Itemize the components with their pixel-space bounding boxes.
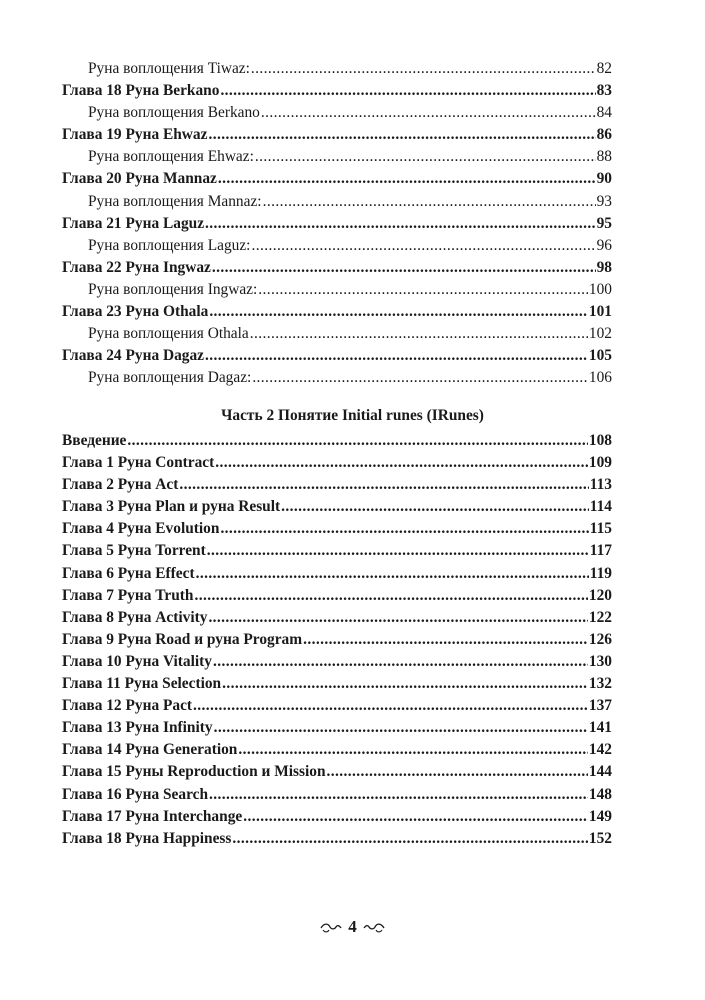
toc-entry-title: Глава 3 Руна Plan и руна Result — [62, 498, 281, 516]
toc-chapter-entry — [62, 585, 612, 607]
toc-page-number: 101 — [588, 303, 612, 321]
toc-dot-leader — [220, 518, 588, 540]
toc-entry-title: Глава 18 Руна Berkano — [62, 82, 220, 100]
toc-entry-title: Руна воплощения Berkano — [88, 104, 260, 122]
toc-dot-leader — [209, 784, 588, 806]
toc-page-number: 83 — [596, 82, 612, 100]
toc-chapter-entry — [62, 496, 612, 518]
toc-entry-title: Введение — [62, 432, 127, 449]
toc-dot-leader — [195, 585, 588, 607]
toc-page-number: 102 — [588, 325, 612, 343]
toc-entry-title: Руна воплощения Dagaz: — [88, 369, 252, 387]
toc-dot-leader — [207, 540, 589, 562]
toc-subentry — [62, 191, 612, 213]
toc-entry-title: Глава 10 Руна Vitality — [62, 652, 212, 670]
toc-page-number: 132 — [588, 675, 612, 693]
toc-page-number: 95 — [596, 214, 612, 232]
toc-page-number: 120 — [588, 586, 612, 604]
toc-dot-leader — [255, 146, 596, 168]
toc-entry-title: Глава 19 Руна Ehwaz — [62, 126, 208, 144]
toc-entry-title: Глава 1 Руна Contract — [62, 454, 215, 472]
toc-page-number: 93 — [596, 192, 612, 210]
toc-entry-title: Глава 17 Руна Interchange — [62, 807, 243, 825]
toc-dot-leader — [222, 673, 588, 695]
toc-page-number: 126 — [588, 630, 612, 648]
toc-chapter-entry — [62, 607, 612, 629]
toc-page-number: 122 — [588, 608, 612, 626]
toc-entry-title: Руна воплощения Tiwaz: — [88, 60, 250, 77]
toc-page-number: 90 — [596, 170, 612, 188]
toc-chapter-entry — [62, 563, 612, 585]
toc-chapter-entry — [62, 518, 612, 540]
toc-entry-title: Глава 12 Руна Pact — [62, 697, 193, 715]
toc-chapter-entry — [62, 784, 612, 806]
toc-page-number: 149 — [588, 807, 612, 825]
toc-dot-leader — [252, 367, 588, 389]
toc-entry-title: Глава 18 Руна Happiness — [62, 829, 232, 847]
toc-page-number: 148 — [588, 785, 612, 803]
toc-page-number: 137 — [588, 697, 612, 715]
toc-chapter-entry — [62, 673, 612, 695]
toc-chapter-entry — [62, 806, 612, 828]
toc-page-number: 96 — [596, 236, 612, 254]
toc-dot-leader — [179, 474, 588, 496]
toc-entry-title: Руна воплощения Mannaz: — [88, 192, 262, 210]
toc-dot-leader — [281, 496, 589, 518]
toc-chapter-entry — [62, 651, 612, 673]
toc-chapter-entry — [62, 452, 612, 474]
toc-chapter-entry — [62, 629, 612, 651]
section-heading: Часть 2 Понятие Initial runes (IRunes) — [221, 407, 484, 424]
toc-page-number: 115 — [589, 520, 612, 538]
toc-dot-leader — [213, 651, 588, 673]
toc-page-number: 98 — [596, 258, 612, 276]
toc-page-number: 100 — [588, 280, 612, 298]
toc-entry-title: Глава 24 Руна Dagaz — [62, 347, 205, 365]
toc-chapter-entry — [62, 124, 612, 146]
toc-chapter-entry — [62, 213, 612, 235]
toc-dot-leader — [209, 301, 588, 323]
toc-dot-leader — [261, 102, 596, 124]
scroll-ornament-left-icon — [320, 922, 342, 934]
toc-entry-title: Глава 6 Руна Effect — [62, 564, 195, 582]
toc-chapter-entry — [62, 474, 612, 496]
toc-dot-leader — [238, 739, 588, 761]
toc-entry-title: Глава 11 Руна Selection — [62, 675, 222, 693]
toc-page-number: 141 — [588, 719, 612, 737]
toc-dot-leader — [250, 323, 588, 345]
toc-entry-title: Руна воплощения Ehwaz: — [88, 148, 254, 166]
toc-chapter-entry — [62, 80, 612, 102]
toc-subentry — [62, 58, 612, 80]
toc-entry-title: Глава 14 Руна Generation — [62, 741, 238, 759]
toc-entry-title: Глава 22 Руна Ingwaz — [62, 258, 211, 276]
toc-page-number: 113 — [589, 476, 612, 494]
toc-dot-leader — [303, 629, 588, 651]
table-of-contents-part-1 — [62, 58, 612, 389]
toc-chapter-entry — [62, 430, 612, 452]
toc-entry-title: Глава 15 Руны Reproduction и Mission — [62, 763, 326, 781]
toc-entry-title: Глава 23 Руна Othala — [62, 303, 209, 321]
toc-page-number: 84 — [596, 104, 612, 122]
toc-entry-title: Глава 8 Руна Activity — [62, 608, 208, 626]
toc-dot-leader — [208, 124, 595, 146]
toc-chapter-entry — [62, 345, 612, 367]
toc-chapter-entry — [62, 717, 612, 739]
toc-dot-leader — [205, 213, 596, 235]
toc-page-number: 82 — [596, 60, 612, 77]
toc-entry-title: Глава 16 Руна Search — [62, 785, 209, 803]
toc-subentry — [62, 367, 612, 389]
toc-dot-leader — [127, 430, 588, 452]
toc-dot-leader — [208, 607, 587, 629]
toc-chapter-entry — [62, 301, 612, 323]
toc-dot-leader — [218, 168, 596, 190]
toc-page-number: 144 — [588, 763, 612, 781]
toc-subentry — [62, 235, 612, 257]
toc-dot-leader — [327, 761, 588, 783]
table-of-contents-part-2 — [62, 430, 612, 850]
toc-dot-leader — [251, 235, 595, 257]
toc-dot-leader — [243, 806, 588, 828]
toc-subentry — [62, 146, 612, 168]
toc-page-number: 119 — [589, 564, 612, 582]
toc-entry-title: Руна воплощения Othala — [88, 325, 249, 343]
toc-page-number: 114 — [589, 498, 612, 516]
toc-page-number: 117 — [589, 542, 612, 560]
toc-page-number: 88 — [596, 148, 612, 166]
toc-dot-leader — [215, 452, 588, 474]
toc-dot-leader — [232, 828, 587, 850]
toc-entry-title: Глава 7 Руна Truth — [62, 586, 194, 604]
toc-dot-leader — [193, 695, 588, 717]
toc-chapter-entry — [62, 540, 612, 562]
toc-entry-title: Руна воплощения Laguz: — [88, 236, 251, 254]
toc-dot-leader — [196, 563, 589, 585]
toc-page-number: 142 — [588, 741, 612, 759]
toc-dot-leader — [220, 80, 595, 102]
toc-page-number: 106 — [588, 369, 612, 387]
toc-dot-leader — [258, 279, 588, 301]
toc-entry-title: Глава 13 Руна Infinity — [62, 719, 213, 737]
toc-entry-title: Глава 5 Руна Torrent — [62, 542, 206, 560]
toc-entry-title: Глава 2 Руна Act — [62, 476, 179, 494]
toc-page-number: 109 — [588, 454, 612, 472]
toc-page-number: 152 — [588, 829, 612, 847]
toc-subentry — [62, 279, 612, 301]
toc-entry-title: Глава 20 Руна Mannaz — [62, 170, 217, 188]
toc-dot-leader — [263, 191, 596, 213]
toc-chapter-entry — [62, 257, 612, 279]
toc-page-number: 105 — [588, 347, 612, 365]
toc-chapter-entry — [62, 739, 612, 761]
toc-chapter-entry — [62, 828, 612, 850]
toc-page-number: 130 — [588, 652, 612, 670]
toc-page-number: 108 — [588, 432, 612, 449]
toc-chapter-entry — [62, 761, 612, 783]
toc-dot-leader — [205, 345, 588, 367]
page-footer — [0, 915, 705, 939]
toc-entry-title: Глава 9 Руна Road и руна Program — [62, 630, 303, 648]
toc-dot-leader — [212, 257, 596, 279]
scroll-ornament-right-icon — [363, 922, 385, 934]
toc-chapter-entry — [62, 168, 612, 190]
toc-entry-title: Глава 21 Руна Laguz — [62, 214, 205, 232]
toc-page-number: 86 — [596, 126, 612, 144]
toc-dot-leader — [251, 58, 596, 80]
toc-entry-title: Глава 4 Руна Evolution — [62, 520, 220, 538]
toc-entry-title: Руна воплощения Ingwaz: — [88, 280, 258, 298]
toc-chapter-entry — [62, 695, 612, 717]
toc-dot-leader — [214, 717, 588, 739]
toc-subentry — [62, 102, 612, 124]
toc-subentry — [62, 323, 612, 345]
page-number: 4 — [348, 917, 357, 936]
